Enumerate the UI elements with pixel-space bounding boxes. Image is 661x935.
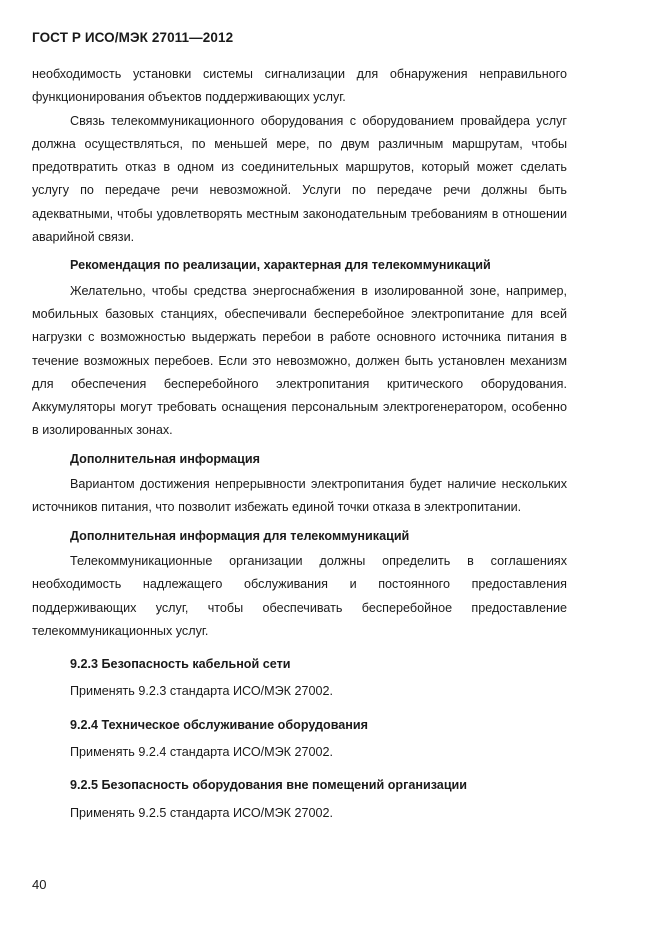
section-heading-9-2-5: 9.2.5 Безопасность оборудования вне помещений организации <box>70 778 468 793</box>
paragraph-communication-routes: Связь телекоммуникационного оборудования с оборудованием провайдера услуг должна осуществляться, по меньшей мере, по двум различным маршрутам, чтобы предотвратить отказ в одном из соединительных маршрутов, который может сделать услугу по передаче речи невозможной. Услуги по передаче речи должны быть адекватными, чтобы удовлетворять местным законодательным требованиям в отношении аварийной связи. <box>32 113 567 245</box>
section-text-9-2-3: Применять 9.2.3 стандарта ИСО/МЭК 27002. <box>70 684 334 699</box>
paragraph-power-supply: Желательно, чтобы средства энергоснабжения в изолированной зоне, например, мобильных базовых станциях, обеспечивали бесперебойное электропитание для всей нагрузки с возможностью выдержать перебои в работе основного источника питания в течение возможных перебоев. Если это невозможно, должен быть установлен механизм для обеспечения бесперебойного электропитания критического оборудования. Аккумуляторы могут требовать оснащения персональным электрогенератором, особенно в изолированных зонах. <box>32 283 567 438</box>
paragraph-power-continuity: Вариантом достижения непрерывности электропитания будет наличие нескольких источников питания, что позволит избежать единой точки отказа в электропитании. <box>32 477 567 515</box>
section-text-9-2-5: Применять 9.2.5 стандарта ИСО/МЭК 27002. <box>70 805 334 820</box>
section-heading-9-2-4: 9.2.4 Техническое обслуживание оборудования <box>70 717 368 732</box>
document-header: ГОСТ Р ИСО/МЭК 27011—2012 <box>32 30 234 45</box>
paragraph-continuation: необходимость установки системы сигнализации для обнаружения неправильного функционирования объектов поддерживающих услуг. <box>32 67 567 105</box>
paragraph-telecom-agreements: Телекоммуникационные организации должны определить в соглашениях необходимость надлежащего обслуживания и постоянного предоставления поддерживающих услуг, чтобы обеспечивать бесперебойное предоставление телекоммуникационных услуг. <box>32 553 567 638</box>
subheading-implementation-guidance: Рекомендация по реализации, характерная для телекоммуникаций <box>70 258 491 273</box>
section-text-9-2-4: Применять 9.2.4 стандарта ИСО/МЭК 27002. <box>70 745 334 760</box>
page-number: 40 <box>32 877 47 892</box>
page-body <box>32 63 567 829</box>
subheading-other-information: Дополнительная информация <box>70 451 260 466</box>
section-heading-9-2-3: 9.2.3 Безопасность кабельной сети <box>70 657 291 672</box>
subheading-telecom-information: Дополнительная информация для телекоммуникаций <box>70 528 410 543</box>
